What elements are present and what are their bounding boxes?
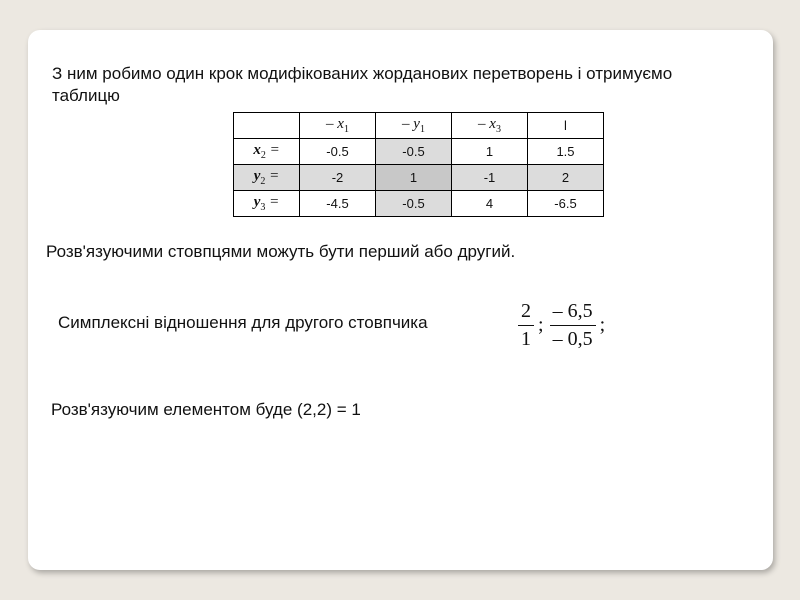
pivot-cell: 1 (376, 165, 452, 191)
ratio-fraction-1: $\frac{2}{1}$ (518, 300, 534, 351)
jordan-table (233, 112, 604, 217)
table-cell: -0.5 (300, 139, 376, 165)
table-cell: -6.5 (528, 191, 604, 217)
row-label: $y_2$ = (234, 165, 300, 191)
slide (28, 30, 773, 570)
header-corner (234, 113, 300, 139)
resolving-columns-note: Розв'язуючими стовпцями можуть бути перший або другий. (46, 242, 516, 261)
table-cell: -0.5 (376, 139, 452, 165)
ratio-separator: ; (599, 313, 606, 336)
ratio-fraction-2: $\frac{- 6,5}{- 0,5}$ (550, 300, 596, 351)
table-cell: 1.5 (528, 139, 604, 165)
row-label: $y_3$ = (234, 191, 300, 217)
header-col-3: – $x_3$ (452, 113, 528, 139)
table-cell: -1 (452, 165, 528, 191)
table-header-row (234, 113, 604, 139)
table-cell: 1 (452, 139, 528, 165)
simplex-ratios-label: Симплексні відношення для другого стовпчика (58, 313, 428, 332)
table-cell: -0.5 (376, 191, 452, 217)
header-col-1: – $x_1$ (300, 113, 376, 139)
table-row (234, 139, 604, 165)
intro-text: З ним робимо один крок модифікованих жорданових перетворень і отримуємо таблицю (52, 64, 673, 105)
ratio-separator: ; (538, 313, 544, 336)
simplex-ratios-formula (518, 292, 611, 358)
row-label: $x_2$ = (234, 139, 300, 165)
table-cell: -4.5 (300, 191, 376, 217)
table-row (234, 165, 604, 191)
header-col-2: – $y_1$ (376, 113, 452, 139)
pivot-element-text: Розв'язуючим елементом буде (2,2) = 1 (51, 400, 361, 419)
table-cell: 4 (452, 191, 528, 217)
table-cell: -2 (300, 165, 376, 191)
header-col-4: l (528, 113, 604, 139)
table-cell: 2 (528, 165, 604, 191)
table-row (234, 191, 604, 217)
